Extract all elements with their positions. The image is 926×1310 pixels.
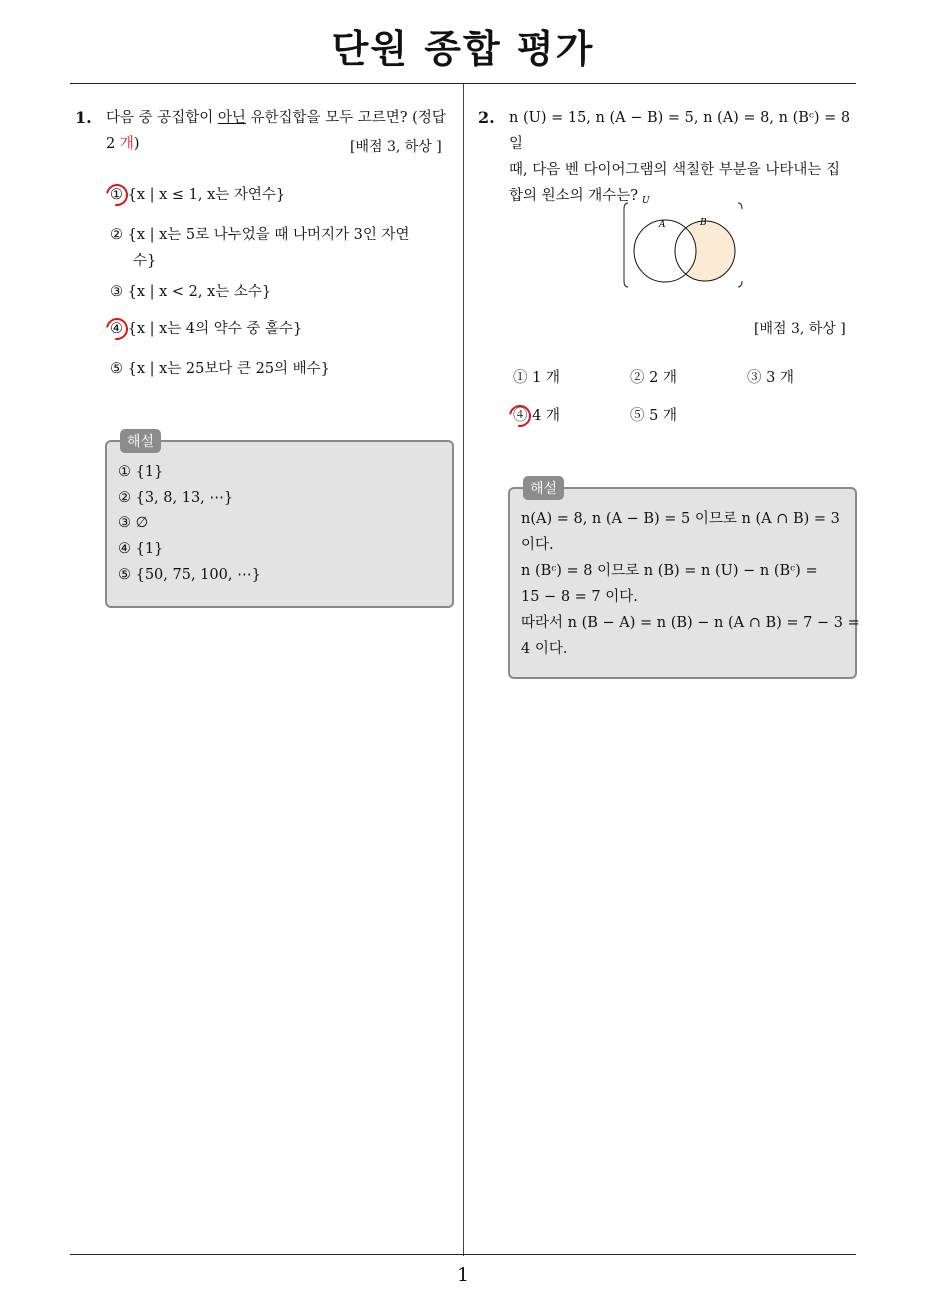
q1-solution-line: ③ ∅ (118, 515, 149, 531)
q1-choice-2-cont[interactable]: 수} (133, 253, 157, 269)
q1-text-part: 다음 중 공집합이 (106, 110, 218, 126)
q2-solution-line: n(A) = 8, n (A − B) = 5 이므로 n (A ∩ B) = 3 (521, 511, 840, 527)
question-2-score: [배점 3, 하상 ] (754, 321, 846, 337)
universe-label: U (642, 196, 650, 206)
q2-text-line: 합의 원소의 개수는? (509, 188, 639, 204)
bottom-divider (70, 1254, 856, 1255)
q1-choice-4[interactable]: ④ {x | x는 4의 약수 중 홀수} (110, 321, 303, 337)
q1-text-part: ) (133, 136, 140, 152)
column-divider (463, 84, 464, 1256)
q1-solution-line: ⑤ {50, 75, 100, ⋯} (118, 567, 261, 583)
universe-bracket-left (624, 203, 628, 287)
set-b-label: B (700, 218, 707, 228)
q1-solution-line: ① {1} (118, 464, 164, 480)
q2-choice-2[interactable]: ② 2 개 (630, 370, 677, 386)
venn-diagram (620, 195, 746, 293)
universe-bracket-right (738, 203, 742, 287)
q2-solution-line: 따라서 n (B − A) = n (B) − n (A ∩ B) = 7 − 3 = (521, 615, 860, 631)
q2-choice-5[interactable]: ⑤ 5 개 (630, 408, 677, 424)
question-1-number: 1. (75, 108, 92, 127)
q1-underlined-word: 아닌 (217, 110, 246, 126)
q1-choice-3[interactable]: ③ {x | x < 2, x는 소수} (110, 284, 272, 300)
q1-choice-5[interactable]: ⑤ {x | x는 25보다 큰 25의 배수} (110, 361, 330, 377)
q2-solution-line: 4 이다. (521, 641, 568, 657)
q1-answer-count: 개 (119, 136, 134, 152)
q2-choice-3[interactable]: ③ 3 개 (747, 370, 794, 386)
question-2-number: 2. (478, 108, 495, 127)
set-a-label: A (659, 220, 666, 230)
q2-solution-line: 15 − 8 = 7 이다. (521, 589, 638, 605)
q1-solution-line: ② {3, 8, 13, ⋯} (118, 490, 234, 506)
q1-solution-tag: 해설 (120, 429, 161, 453)
q1-text-part: 2 (106, 136, 120, 152)
q2-text-line: n (U) = 15, n (A − B) = 5, n (A) = 8, n (Bᶜ) = 8 일 (509, 110, 851, 152)
question-1-score: [배점 3, 하상 ] (350, 139, 442, 155)
q1-choice-1[interactable]: ① {x | x ≤ 1, x는 자연수} (110, 187, 286, 203)
q1-solution-line: ④ {1} (118, 541, 164, 557)
q2-solution-tag: 해설 (523, 476, 564, 500)
q1-choice-2[interactable]: ② {x | x는 5로 나누었을 때 나머지가 3인 자연 (110, 227, 410, 243)
question-2-text (509, 105, 859, 209)
q2-choice-1[interactable]: ① 1 개 (513, 370, 560, 386)
q2-solution-line: n (Bᶜ) = 8 이므로 n (B) = n (U) − n (Bᶜ) = (521, 563, 818, 579)
page-title: 단원 종합 평가 (331, 27, 595, 71)
q2-solution-line: 이다. (521, 537, 554, 553)
q2-choice-4[interactable]: ④ 4 개 (513, 408, 560, 424)
q2-text-line: 때, 다음 벤 다이어그램의 색칠한 부분을 나타내는 집 (509, 162, 841, 178)
page-number: 1 (456, 1264, 470, 1286)
q1-text-part: 유한집합을 모두 고르면? (정답 (245, 110, 446, 126)
